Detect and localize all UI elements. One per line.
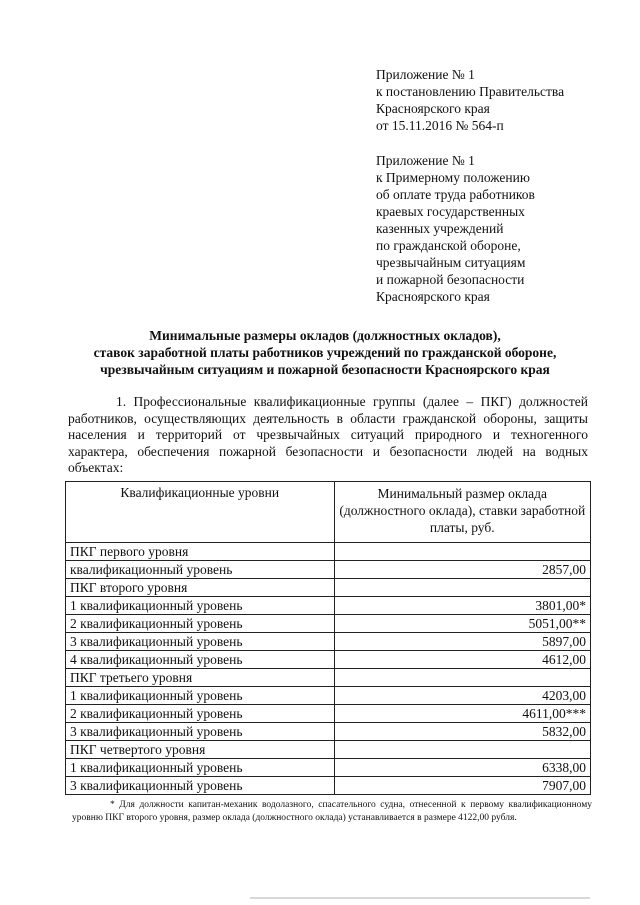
salary-value: 5897,00 [334, 633, 590, 651]
title-line: ставок заработной платы работников учреждений по гражданской обороне, [93, 345, 557, 360]
annex-line: Красноярского края [376, 101, 490, 116]
table-row [66, 687, 591, 705]
level-name: 1 квалификационный уровень [66, 597, 335, 615]
annex-line: об оплате труда работников [376, 187, 535, 202]
table-header-row [66, 482, 591, 543]
table-row [66, 633, 591, 651]
level-name: 3 квалификационный уровень [66, 633, 335, 651]
header-min-salary: Минимальный размер оклада (должностного оклада), ставки заработной платы, руб. [334, 482, 590, 543]
annex-line: и пожарной безопасности [376, 272, 525, 287]
group-value-empty [334, 669, 590, 687]
annex-line: к постановлению Правительства [376, 84, 565, 99]
table-group-row [66, 579, 591, 597]
table-group-row [66, 741, 591, 759]
level-name: 1 квалификационный уровень [66, 759, 335, 777]
annex-line: казенных учреждений [376, 221, 504, 236]
annex-regulation-header [376, 152, 535, 305]
table-group-row [66, 543, 591, 561]
salary-value: 4611,00*** [334, 705, 590, 723]
annex-line: от 15.11.2016 № 564-п [376, 118, 504, 133]
annex-line: Приложение № 1 [376, 67, 475, 82]
salary-value: 4612,00 [334, 651, 590, 669]
group-name: ПКГ второго уровня [66, 579, 335, 597]
table-row [66, 597, 591, 615]
salary-value: 5051,00** [334, 615, 590, 633]
annex-line: чрезвычайным ситуациям [376, 255, 526, 270]
level-name: 2 квалификационный уровень [66, 705, 335, 723]
salary-value: 6338,00 [334, 759, 590, 777]
level-name: 1 квалификационный уровень [66, 687, 335, 705]
salary-value: 7907,00 [334, 777, 590, 795]
scan-artifact-line [250, 897, 590, 899]
header-qualification-levels: Квалификационные уровни [66, 482, 335, 543]
table-row [66, 651, 591, 669]
table-row [66, 777, 591, 795]
group-name: ПКГ четвертого уровня [66, 741, 335, 759]
intro-paragraph: 1. Профессиональные квалификационные группы (далее – ПКГ) должностей работников, осуществляющих деятельность в области гражданской обороны, защиты населения и территорий от чрезвычайных ситуаций природного и техногенного характера, обеспечения пожарной безопасности и безопасности людей на водных объектах: [68, 394, 588, 475]
annex-line: Приложение № 1 [376, 153, 475, 168]
document-title [40, 327, 610, 378]
table-row [66, 561, 591, 579]
salary-value: 5832,00 [334, 723, 590, 741]
annex-line: краевых государственных [376, 204, 525, 219]
group-value-empty [334, 741, 590, 759]
annex-line: к Примерному положению [376, 170, 530, 185]
footnote: * Для должности капитан-механик водолазного, спасательного судна, отнесенной к первому квалификационному уровню ПКГ второго уровня, размер оклада (должностного оклада) устанавливается в размере 4122,00 рубля. [72, 800, 592, 823]
annex-line: Красноярского края [376, 289, 490, 304]
level-name: 3 квалификационный уровень [66, 777, 335, 795]
salary-table [65, 481, 591, 795]
table-group-row [66, 669, 591, 687]
annex-line: по гражданской обороне, [376, 238, 521, 253]
table-row [66, 705, 591, 723]
annex-government-header [376, 66, 564, 134]
table-row [66, 759, 591, 777]
level-name: 2 квалификационный уровень [66, 615, 335, 633]
level-name: 3 квалификационный уровень [66, 723, 335, 741]
table-row [66, 615, 591, 633]
group-value-empty [334, 579, 590, 597]
title-line: Минимальные размеры окладов (должностных окладов), [149, 328, 501, 343]
group-value-empty [334, 543, 590, 561]
level-name: квалификационный уровень [66, 561, 335, 579]
salary-value: 2857,00 [334, 561, 590, 579]
salary-value: 4203,00 [334, 687, 590, 705]
title-line: чрезвычайным ситуациям и пожарной безопасности Красноярского края [100, 362, 550, 377]
table-row [66, 723, 591, 741]
group-name: ПКГ третьего уровня [66, 669, 335, 687]
salary-value: 3801,00* [334, 597, 590, 615]
group-name: ПКГ первого уровня [66, 543, 335, 561]
level-name: 4 квалификационный уровень [66, 651, 335, 669]
